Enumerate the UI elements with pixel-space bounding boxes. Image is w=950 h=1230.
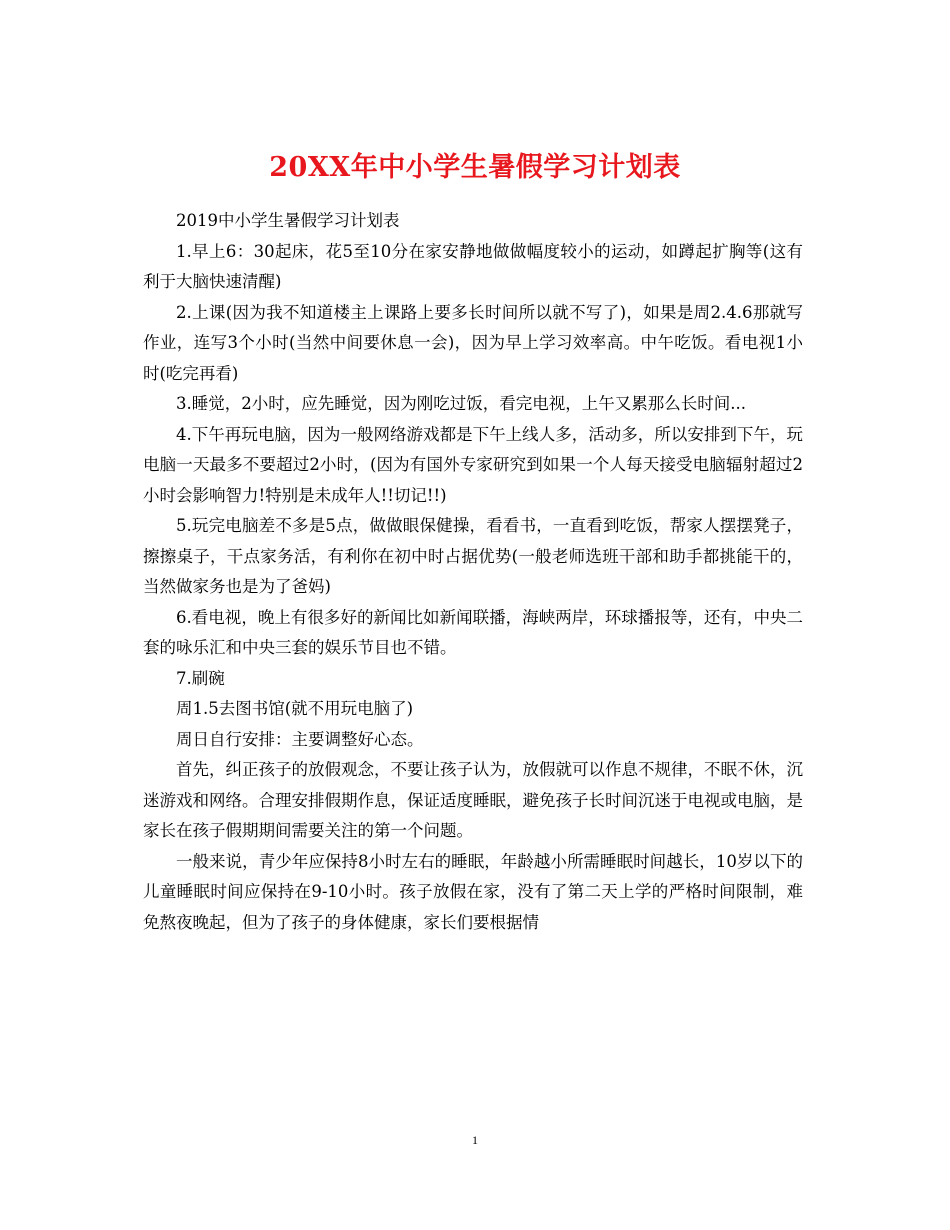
paragraph-item-6: 6.看电视，晚上有很多好的新闻比如新闻联播，海峡两岸，环球播报等，还有，中央二套的咏乐汇和中央三套的娱乐节目也不错。 bbox=[143, 607, 803, 657]
paragraph-item-5: 5.玩完电脑差不多是5点，做做眼保健操，看看书，一直看到吃饭，帮家人摆摆凳子，擦擦桌子，干点家务活，有利你在初中时占据优势(一般老师选班干部和助手都挑能干的，当然做家务也是为了爸妈) bbox=[143, 516, 803, 596]
document-title: 20XX年中小学生暑假学习计划表 bbox=[269, 152, 681, 184]
paragraph-item-4: 4.下午再玩电脑，因为一般网络游戏都是下午上线人多，活动多，所以安排到下午，玩电脑一天最多不要超过2小时，(因为有国外专家研究到如果一个人每天接受电脑辐射超过2小时会影响智力!特别是未成年人!!切记!!) bbox=[143, 424, 803, 505]
paragraph-sleep: 一般来说，青少年应保持8小时左右的睡眠，年龄越小所需睡眠时间越长，10岁以下的儿童睡眠时间应保持在9-10小时。孩子放假在家，没有了第二天上学的严格时间限制，难免熬夜晚起，但为了孩子的身体健康，家长们要根据情 bbox=[143, 851, 803, 932]
paragraph-item-2: 2.上课(因为我不知道楼主上课路上要多长时间所以就不写了)，如果是周2.4.6那就写作业，连写3个小时(当然中间要休息一会)，因为早上学习效率高。中午吃饭。看电视1小时(吃完再看) bbox=[143, 302, 803, 383]
page-number: 1 bbox=[472, 1133, 478, 1147]
paragraph-item-1: 1.早上6：30起床，花5至10分在家安静地做做幅度较小的运动，如蹲起扩胸等(这有利于大脑快速清醒) bbox=[143, 241, 803, 291]
paragraph-first: 首先，纠正孩子的放假观念，不要让孩子认为，放假就可以作息不规律，不眠不休，沉迷游戏和网络。合理安排假期作息，保证适度睡眠，避免孩子长时间沉迷于电视或电脑，是家长在孩子假期期间需要关注的第一个问题。 bbox=[143, 760, 803, 840]
paragraph-item-3: 3.睡觉，2小时，应先睡觉，因为刚吃过饭，看完电视，上午又累那么长时间... bbox=[176, 394, 746, 413]
paragraph-subtitle: 2019中小学生暑假学习计划表 bbox=[176, 211, 400, 230]
paragraph-sunday: 周日自行安排：主要调整好心态。 bbox=[176, 729, 424, 749]
paragraph-item-7: 7.刷碗 bbox=[176, 668, 225, 688]
paragraph-library: 周1.5去图书馆(就不用玩电脑了) bbox=[176, 699, 414, 718]
document-body bbox=[143, 206, 803, 938]
